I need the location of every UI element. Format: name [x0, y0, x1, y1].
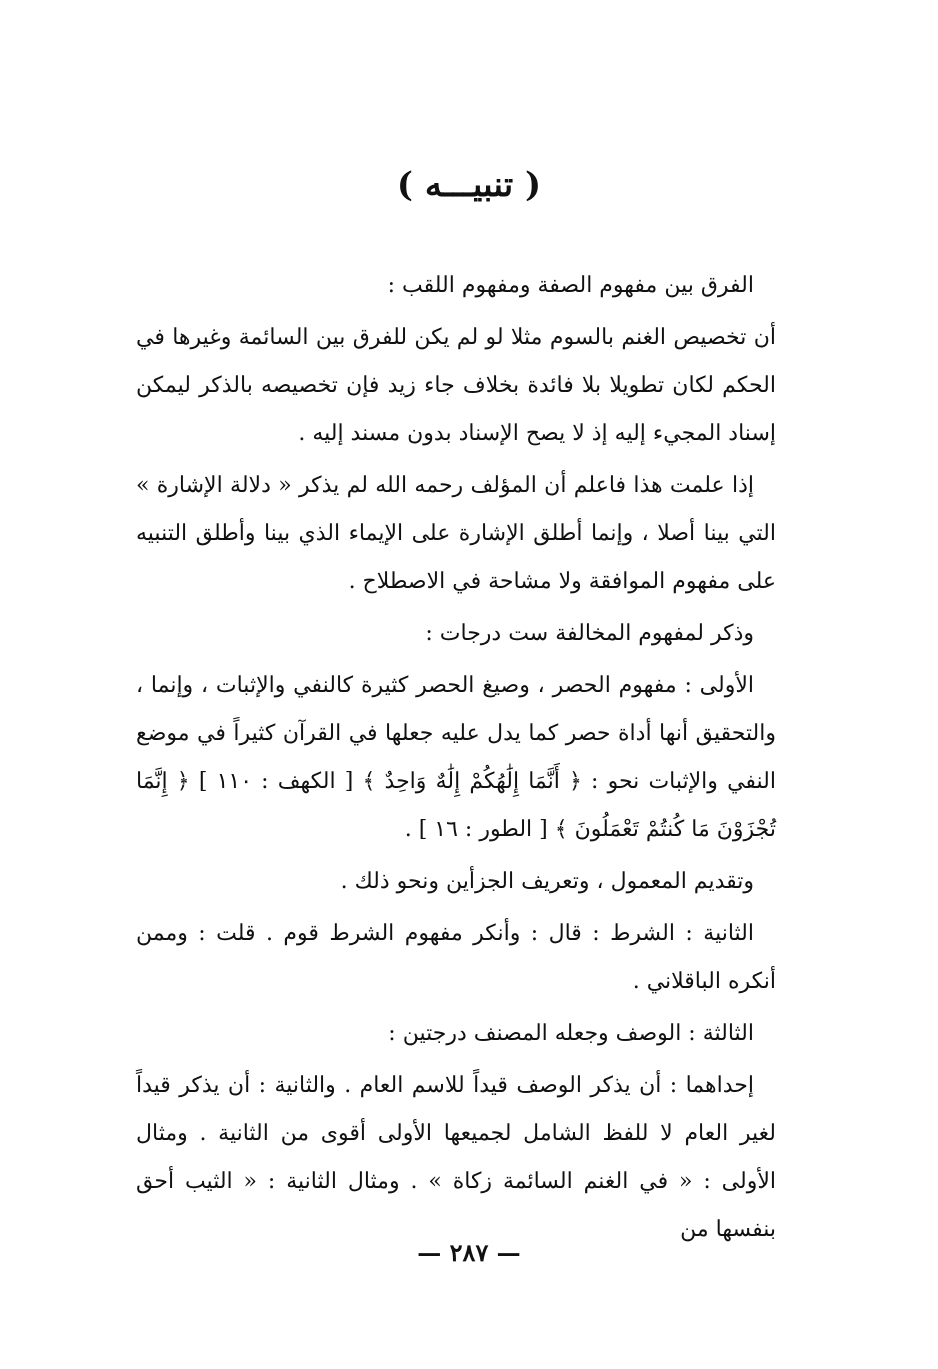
body-text: [136, 262, 776, 1258]
paragraph-indication: إذا علمت هذا فاعلم أن المؤلف رحمه الله لم يذكر « دلالة الإشارة » التي بينا أصلا ، وإنما أطلق الإشارة على الإيماء الذي بينا وأطلق التنبيه على مفهوم الموافقة ولا مشاحة في الاصطلاح .: [136, 473, 776, 594]
paragraph-preceding-object: وتقديم المعمول ، وتعريف الجزأين ونحو ذلك .: [340, 869, 754, 894]
paragraph-heading-difference: الفرق بين مفهوم الصفة ومفهوم اللقب :: [387, 273, 754, 298]
paragraph-two-degrees: إحداهما : أن يذكر الوصف قيداً للاسم العام . والثانية : أن يذكر قيداً لغير العام لا للفظ الشامل لجميعها الأولى أقوى من الثانية . ومثال الأولى : « في الغنم السائمة زكاة » . ومثال الثانية : « الثيب أحق بنفسها من: [136, 1073, 776, 1242]
section-title: ( تنبيـــه ): [396, 165, 542, 205]
paragraph-third-description: الثالثة : الوصف وجعله المصنف درجتين :: [388, 1021, 754, 1046]
paragraph-second-condition: الثانية : الشرط : قال : وأنكر مفهوم الشرط قوم . قلت : وممن أنكره الباقلاني .: [136, 921, 776, 994]
paragraph-six-degrees: وذكر لمفهوم المخالفة ست درجات :: [425, 621, 754, 646]
page-number: — ٢٨٧ —: [417, 1238, 521, 1267]
paragraph-sheep-grazing: أن تخصيص الغنم بالسوم مثلا لو لم يكن للفرق بين السائمة وغيرها في الحكم لكان تطويلا بلا فائدة بخلاف جاء زيد فإن تخصيصه بالذكر ليمكن إسناد المجيء إليه إذ لا يصح الإسناد بدون مسند إليه .: [136, 325, 776, 446]
paragraph-first-restriction: الأولى : مفهوم الحصر ، وصيغ الحصر كثيرة كالنفي والإثبات ، وإنما ، والتحقيق أنها أداة حصر كما يدل عليه جعلها في القرآن كثيراً في موضع النفي والإثبات نحو : ﴿ أَنَّمَا إِلَٰهُكُمْ إِلَٰهٌ وَاحِدٌ ﴾ [ الكهف : ١١٠ ] ﴿ إِنَّمَا تُجْزَوْنَ مَا كُنتُمْ تَعْمَلُونَ ﴾ [ الطور : ١٦ ] .: [136, 673, 776, 842]
